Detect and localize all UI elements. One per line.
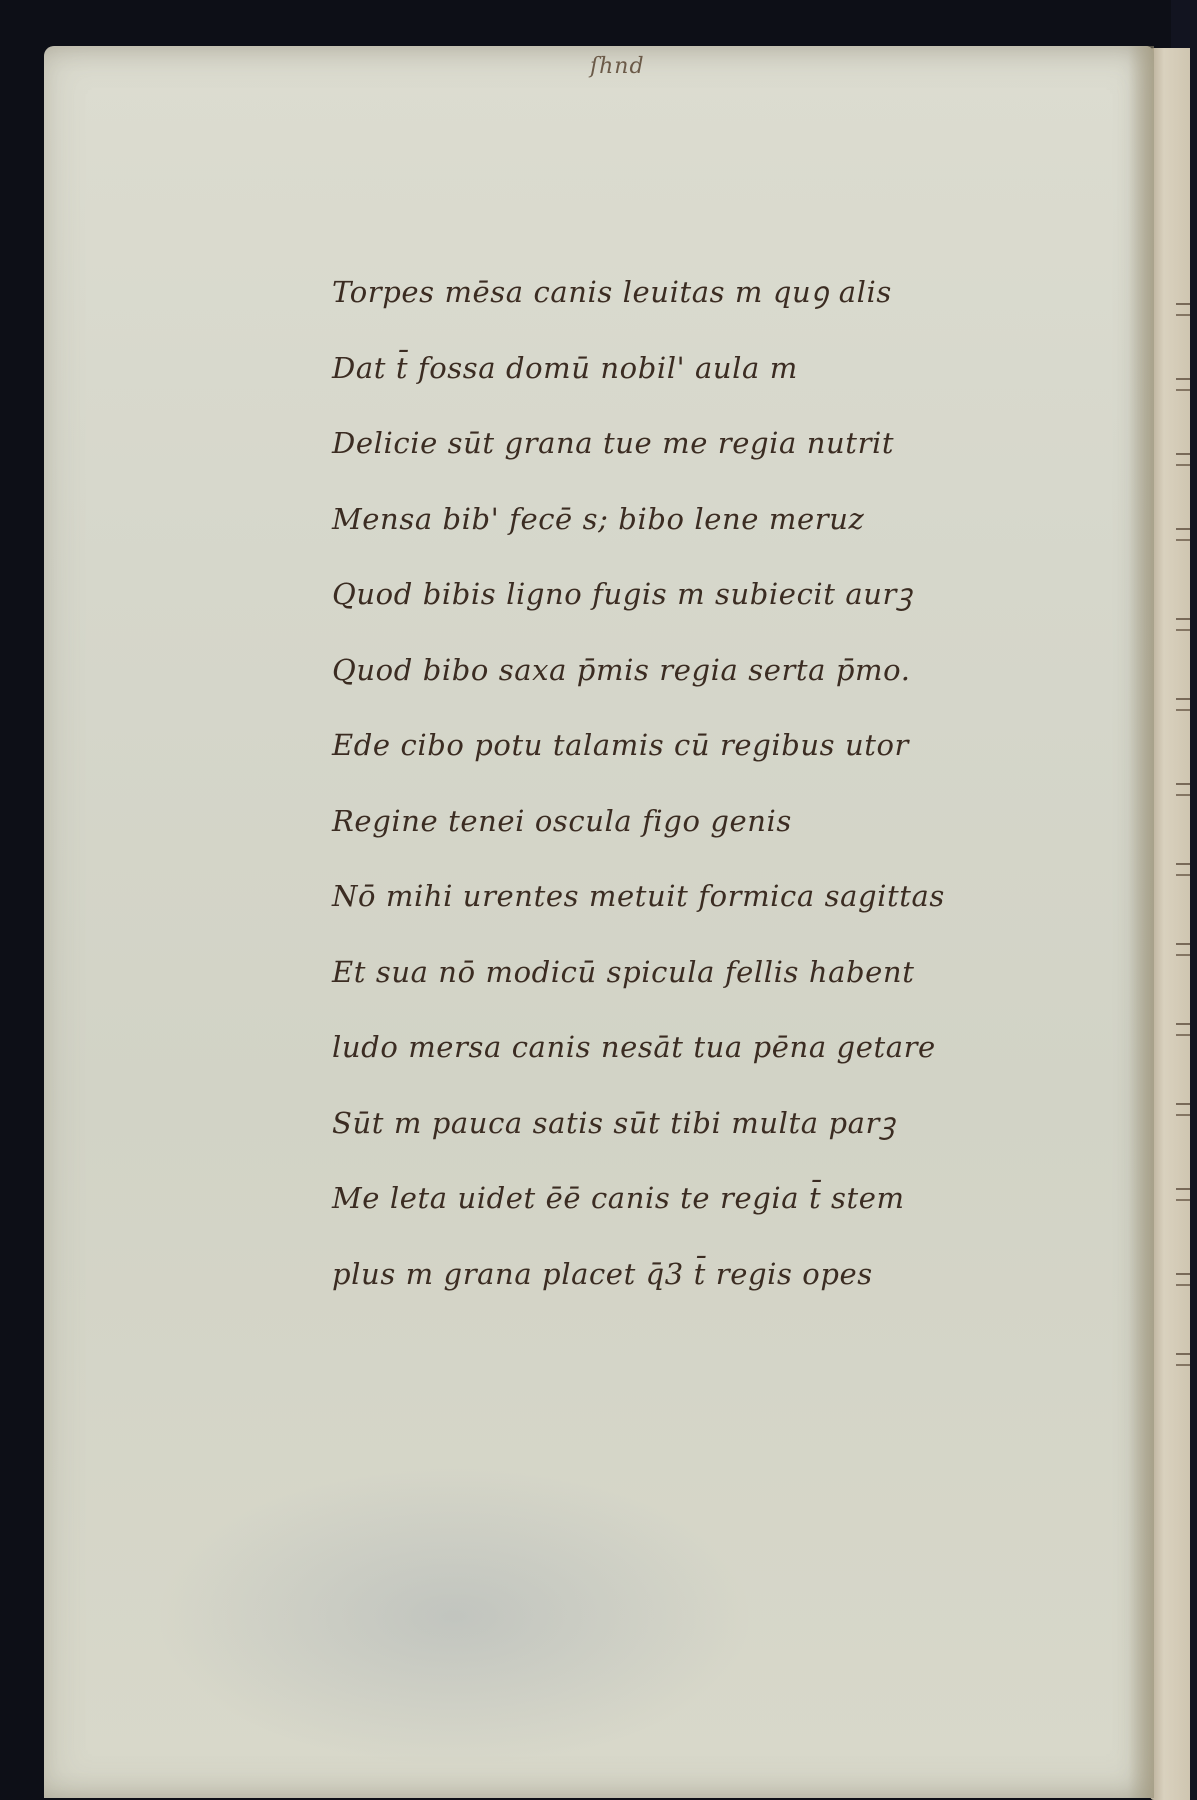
verse-line: plus m grana placet q̄3 t̄ regis opes xyxy=(332,1256,873,1291)
facing-page-text-fragment xyxy=(1176,783,1190,796)
facing-page-edge xyxy=(1150,48,1190,1800)
verse-line: Quod bibo saxa p̄mis regia serta p̄mo. xyxy=(332,652,911,687)
verse-list xyxy=(332,262,972,1319)
verse-line: Delicie sūt grana tue me regia nutrit xyxy=(332,426,895,460)
verse-line: Ede cibo potu talamis cū regibus utor xyxy=(332,728,910,762)
facing-page-text-fragment xyxy=(1176,1353,1190,1366)
facing-page-text-fragment xyxy=(1176,303,1190,316)
verse-line: Sūt m pauca satis sūt tibi multa parꝫ xyxy=(332,1105,896,1140)
verse-line: Torpes mēsa canis leuitas m quꝯ alis xyxy=(332,275,892,309)
facing-page-text-fragment xyxy=(1176,1188,1190,1201)
verse-line: Me leta uidet ēē canis te regia t̄ stem xyxy=(332,1181,905,1215)
facing-page-text-fragment xyxy=(1176,1103,1190,1116)
facing-page-text-fragment xyxy=(1176,698,1190,711)
facing-page-text-fragment xyxy=(1176,378,1190,391)
verse-line: Nō mihi urentes metuit formica sagittas xyxy=(332,879,945,913)
facing-page-text-fragment xyxy=(1176,1273,1190,1286)
facing-page-text-fragment xyxy=(1176,863,1190,876)
facing-page-text-fragment xyxy=(1176,528,1190,541)
verse-line: Et sua nō modicū spicula fellis habent xyxy=(332,954,915,989)
facing-page-text-fragment xyxy=(1176,618,1190,631)
verse-line: Regine tenei oscula figo genis xyxy=(332,803,792,838)
facing-page-text-fragment xyxy=(1176,453,1190,466)
verse-line: Mensa bib' fecē s; bibo lene meruz xyxy=(332,501,865,536)
folio-mark: ſhnd xyxy=(590,54,645,79)
verse-line: Quod bibis ligno fugis m subiecit aurꝫ xyxy=(332,577,913,611)
facing-page-text-fragment xyxy=(1176,943,1190,956)
verse-line: Dat t̄ fossa domū nobil' aula m xyxy=(332,350,798,385)
water-stain xyxy=(154,1466,754,1766)
verse-line: ludo mersa canis nesāt tua pēna getare xyxy=(332,1030,936,1064)
facing-page-text-fragment xyxy=(1176,1023,1190,1036)
